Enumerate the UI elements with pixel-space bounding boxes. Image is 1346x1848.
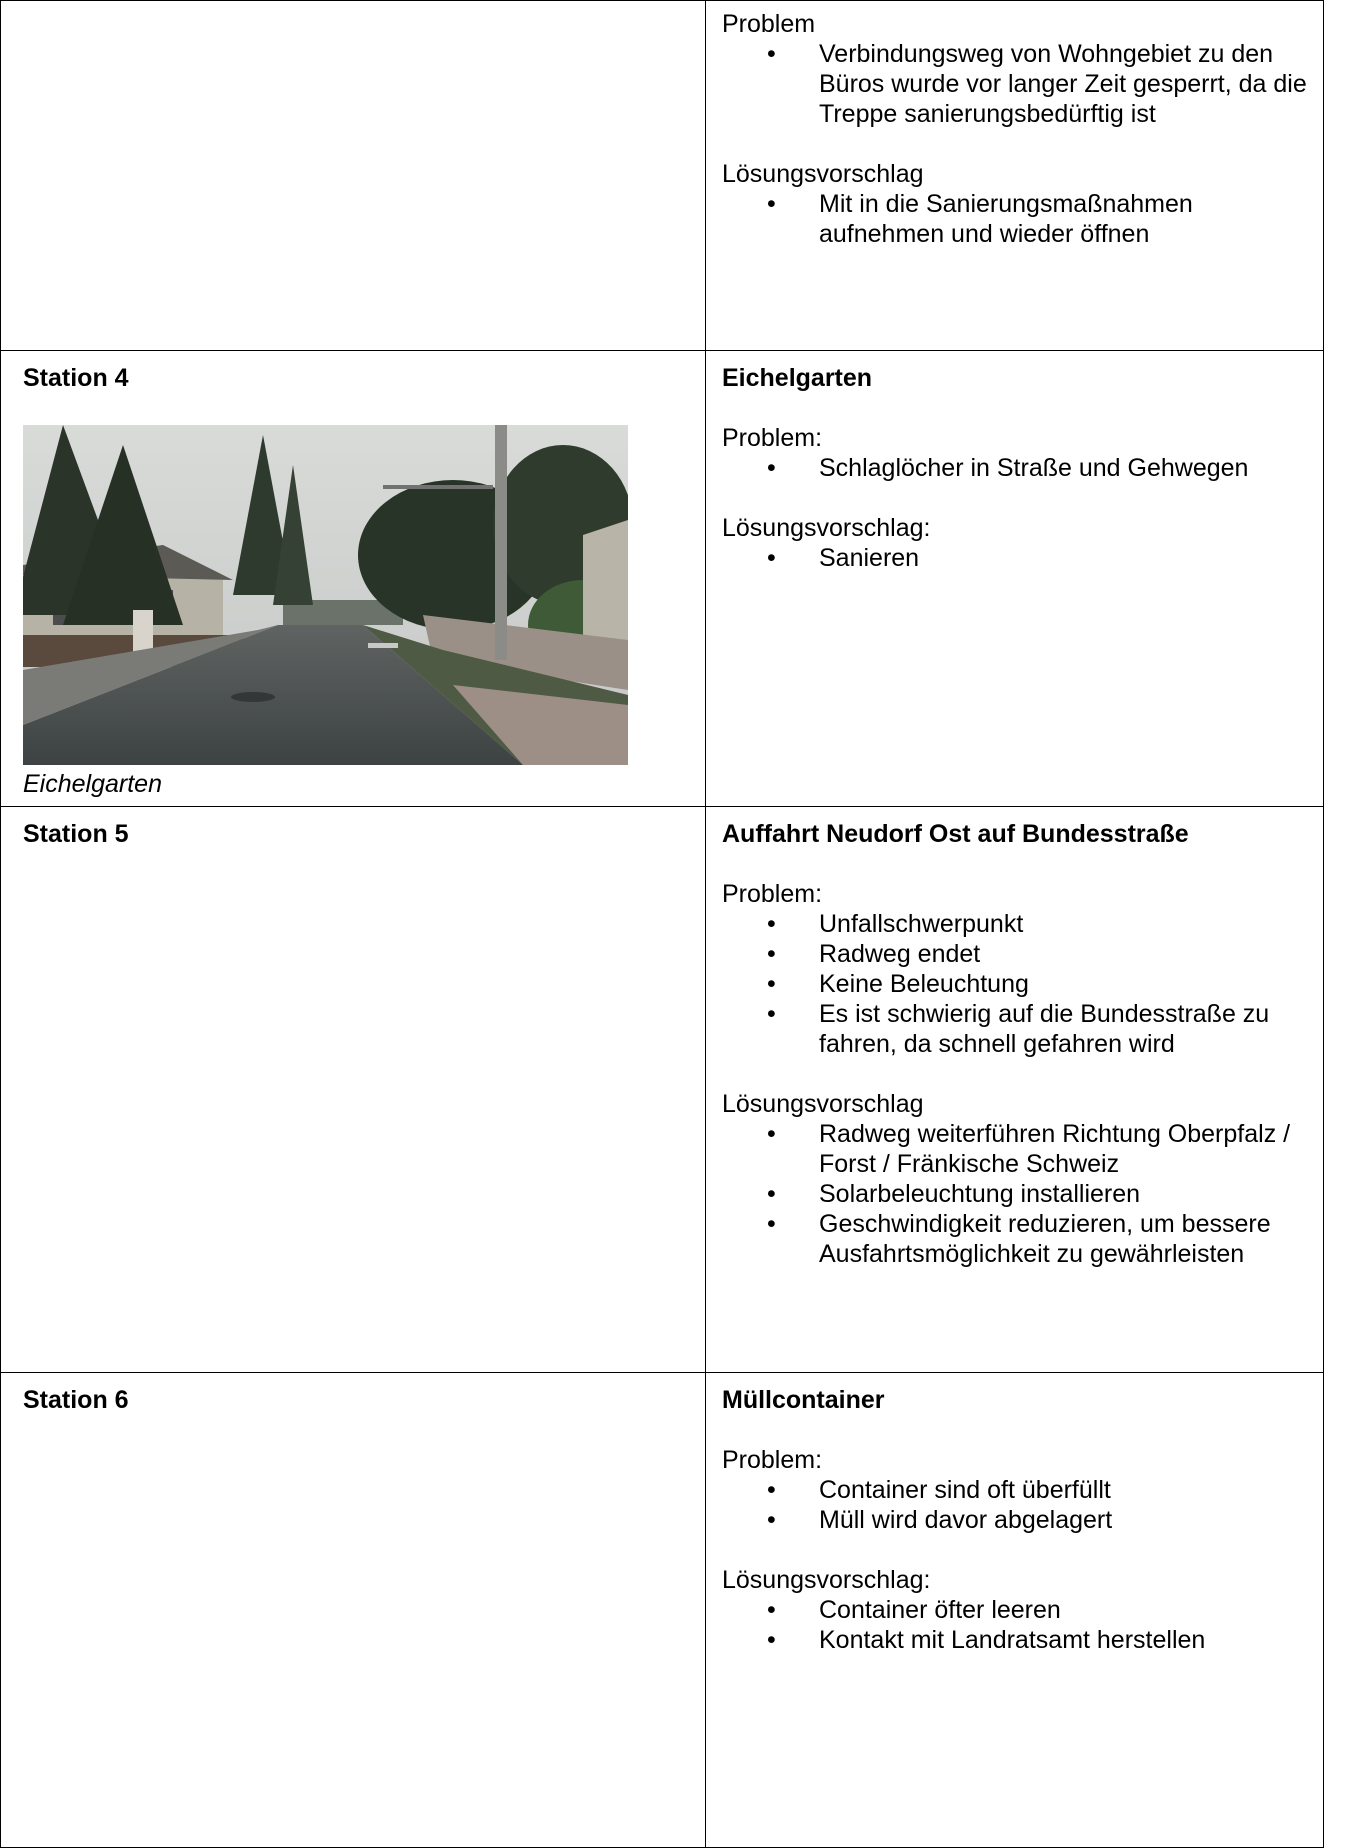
photo-caption: Eichelgarten (23, 770, 162, 798)
table-row (1, 1373, 1324, 1848)
station-cell (1, 1373, 706, 1848)
station-cell (1, 1, 706, 351)
description-cell (706, 807, 1324, 1373)
list-item: • Unfallschwerpunkt (722, 909, 1313, 939)
station-title: Auffahrt Neudorf Ost auf Bundesstraße (722, 820, 1189, 848)
station-title: Eichelgarten (722, 364, 873, 392)
problem-list (722, 1475, 1313, 1535)
problem-label: Problem (722, 10, 816, 38)
list-item: • Geschwindigkeit reduzieren, um bessere Ausfahrtsmöglichkeit zu gewährleisten (722, 1209, 1313, 1269)
list-item: • Müll wird davor abgelagert (722, 1505, 1313, 1535)
list-item: • Schlaglöcher in Straße und Gehwegen (722, 453, 1313, 483)
table-row (1, 351, 1324, 807)
problem-label: Problem: (722, 424, 823, 452)
problem-label: Problem: (722, 1446, 823, 1474)
solution-label: Lösungsvorschlag (722, 1090, 924, 1118)
solution-list (722, 1119, 1313, 1269)
solution-label: Lösungsvorschlag (722, 160, 924, 188)
list-item: • Solarbeleuchtung installieren (722, 1179, 1313, 1209)
table-row (1, 1, 1324, 351)
solution-label: Lösungsvorschlag: (722, 514, 931, 542)
station-title: Müllcontainer (722, 1386, 885, 1414)
list-item: • Sanieren (722, 543, 1313, 573)
list-item: • Container öfter leeren (722, 1595, 1313, 1625)
problem-list (722, 39, 1313, 129)
table-row (1, 807, 1324, 1373)
list-item: • Mit in die Sanierungsmaßnahmen aufnehmen und wieder öffnen (722, 189, 1313, 249)
description-cell (706, 351, 1324, 807)
solution-list (722, 1595, 1313, 1655)
station-label: Station 4 (23, 364, 129, 392)
description-cell (706, 1373, 1324, 1848)
solution-list (722, 189, 1313, 249)
street-photo (23, 425, 628, 765)
list-item: • Keine Beleuchtung (722, 969, 1313, 999)
list-item: • Es ist schwierig auf die Bundesstraße zu fahren, da schnell gefahren wird (722, 999, 1313, 1059)
list-item: • Kontakt mit Landratsamt herstellen (722, 1625, 1313, 1655)
list-item: • Container sind oft überfüllt (722, 1475, 1313, 1505)
problem-list (722, 453, 1313, 483)
description-cell (706, 1, 1324, 351)
list-item: • Radweg weiterführen Richtung Oberpfalz / Forst / Fränkische Schweiz (722, 1119, 1313, 1179)
station-label: Station 6 (23, 1386, 129, 1414)
station-cell (1, 351, 706, 807)
list-item: • Verbindungsweg von Wohngebiet zu den Büros wurde vor langer Zeit gesperrt, da die Treppe sanierungsbedürftig ist (722, 39, 1313, 129)
station-cell (1, 807, 706, 1373)
station-label: Station 5 (23, 820, 129, 848)
solution-list (722, 543, 1313, 573)
list-item: • Radweg endet (722, 939, 1313, 969)
problem-label: Problem: (722, 880, 823, 908)
problem-list (722, 909, 1313, 1059)
solution-label: Lösungsvorschlag: (722, 1566, 931, 1594)
